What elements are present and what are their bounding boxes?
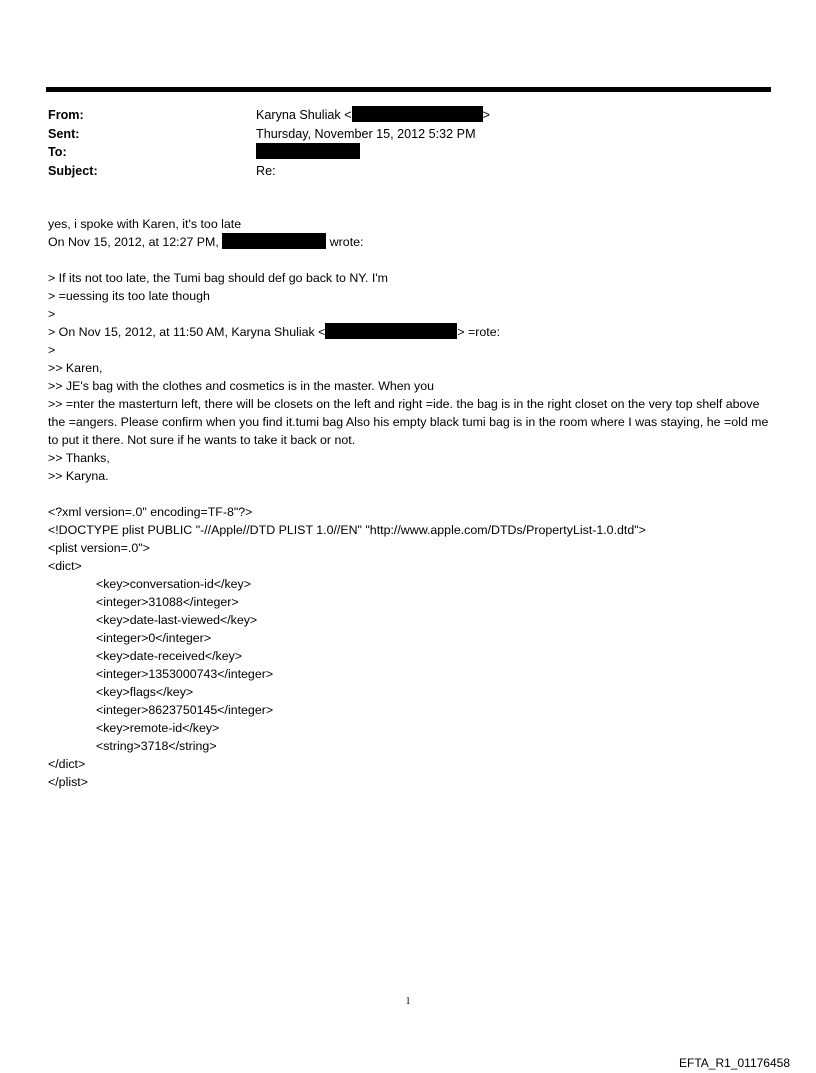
plist-line: <key>remote-id</key> [96, 721, 220, 735]
sent-label: Sent: [48, 126, 80, 141]
from-label: From: [48, 108, 84, 122]
plist-line: <dict> [48, 559, 82, 573]
plist-line: <integer>31088</integer> [96, 595, 239, 609]
quoted-attribution-text: > On Nov 15, 2012, at 11:50 AM, Karyna Shuliak < [48, 325, 326, 339]
redaction-box [352, 106, 483, 122]
plist-line: <!DOCTYPE plist PUBLIC "-//Apple//DTD PLIST 1.0//EN" "http://www.apple.com/DTDs/PropertyList-1.0.dtd"> [48, 523, 646, 537]
subject-label: Subject: [48, 163, 98, 178]
plist-line: <key>conversation-id</key> [96, 577, 251, 591]
quoted-line: >> JE's bag with the clothes and cosmetics is in the master. When you [48, 379, 434, 393]
plist-line: </dict> [48, 757, 86, 771]
redaction-box [256, 143, 360, 159]
quoted-line: >> Karyna. [48, 469, 109, 483]
plist-line: <string>3718</string> [96, 739, 217, 753]
quoted-line: > =uessing its too late though [48, 289, 210, 303]
from-value [256, 106, 490, 125]
quoted-line: >> Karen, [48, 361, 103, 375]
subject-row [48, 162, 768, 181]
from-row [48, 106, 768, 125]
bates-number: EFTA_R1_01176458 [679, 1056, 790, 1070]
attribution-wrote: wrote: [326, 235, 364, 249]
quoted-line: > [48, 343, 56, 357]
to-value [256, 143, 360, 162]
attribution-text: On Nov 15, 2012, at 12:27 PM, [48, 235, 219, 249]
sent-row [48, 125, 768, 144]
email-body [48, 215, 770, 791]
header-rule [46, 87, 771, 92]
from-name: Karyna Shuliak < [256, 108, 352, 122]
plist-line: <plist version=.0"> [48, 541, 150, 555]
spacer [48, 485, 770, 503]
plist-line: <integer>8623750145</integer> [96, 703, 274, 717]
quoted-attribution [48, 323, 770, 341]
redaction-box [325, 323, 457, 339]
plist-line: </plist> [48, 775, 88, 789]
quoted-line: > If its not too late, the Tumi bag should def go back to NY. I'm [48, 271, 388, 285]
redaction-box [222, 233, 326, 249]
sent-value: Thursday, November 15, 2012 5:32 PM [256, 126, 476, 141]
quoted-paragraph: >> =nter the masterturn left, there will be closets on the left and right =ide. the bag is in the right closet on the very top shelf above the =angers. Please confirm when you find it.tumi bag Also his empty black tumi bag is in the room where I was staying, he =old me to put it there. Not sure if he wants to take it back or not. [48, 397, 772, 447]
spacer [48, 251, 770, 269]
email-header [48, 106, 768, 180]
from-close: > [482, 108, 490, 122]
to-label: To: [48, 145, 67, 160]
to-row [48, 143, 768, 162]
plist-line: <key>date-last-viewed</key> [96, 613, 258, 627]
quoted-line: >> Thanks, [48, 451, 110, 465]
plist-line: <?xml version=.0" encoding=TF-8"?> [48, 505, 253, 519]
quoted-attribution-wrote: > =rote: [457, 325, 501, 339]
plist-line: <key>date-received</key> [96, 649, 243, 663]
reply-attribution [48, 233, 770, 251]
plist-line: <integer>0</integer> [96, 631, 212, 645]
quoted-line: > [48, 307, 56, 321]
plist-line: <key>flags</key> [96, 685, 194, 699]
page-number: 1 [405, 996, 411, 1007]
plist-line: <integer>1353000743</integer> [96, 667, 274, 681]
body-line: yes, i spoke with Karen, it's too late [48, 217, 242, 231]
subject-value: Re: [256, 163, 276, 178]
